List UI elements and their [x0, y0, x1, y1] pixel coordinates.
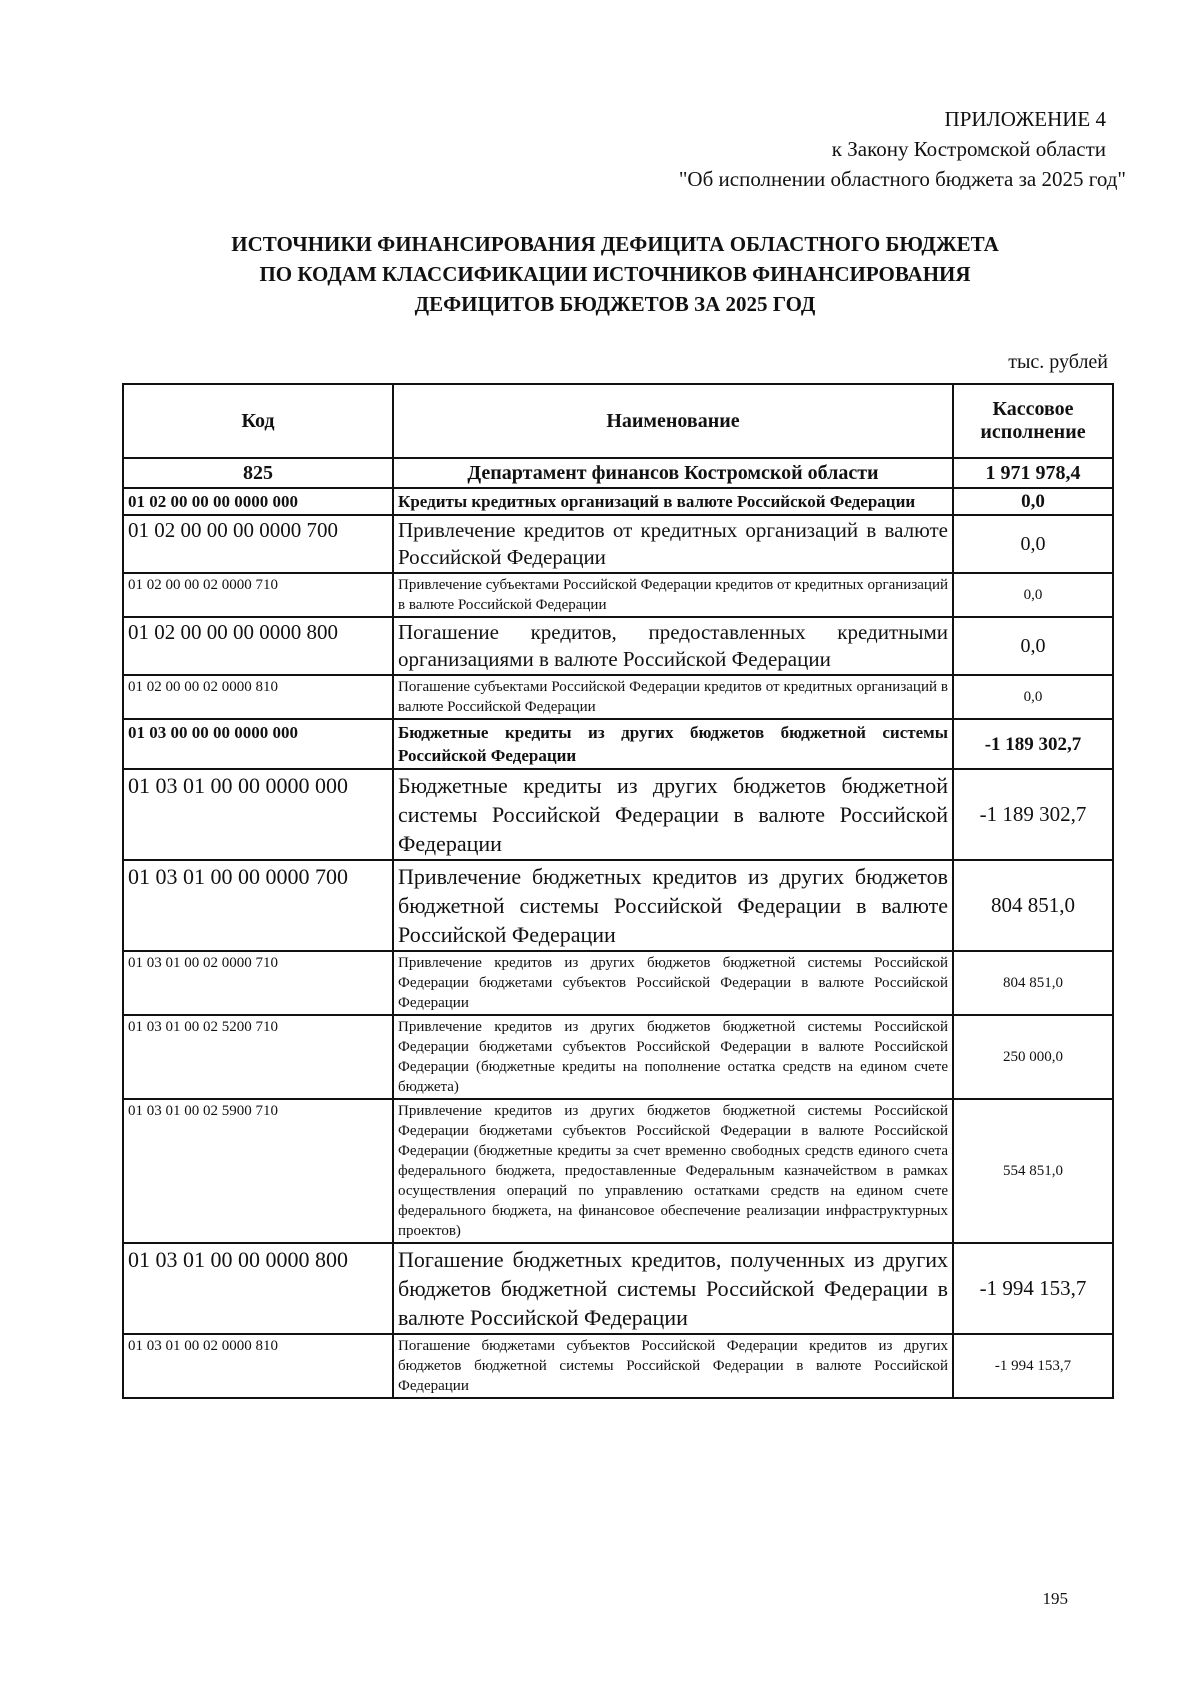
table-row [123, 515, 1113, 573]
row-code: 01 02 00 00 00 0000 000 [123, 488, 393, 515]
table-row [123, 1243, 1113, 1334]
row-amount: 0,0 [953, 675, 1113, 719]
row-amount: 0,0 [953, 573, 1113, 617]
appendix-number: ПРИЛОЖЕНИЕ 4 [944, 107, 1106, 131]
dept-code: 825 [123, 458, 393, 488]
table-header-row [123, 384, 1113, 458]
row-code: 01 03 01 00 02 5900 710 [123, 1099, 393, 1243]
row-name: Привлечение кредитов от кредитных организаций в валюте Российской Федерации [393, 515, 953, 573]
row-amount: 0,0 [953, 515, 1113, 573]
row-code: 01 03 00 00 00 0000 000 [123, 719, 393, 769]
row-name: Бюджетные кредиты из других бюджетов бюджетной системы Российской Федерации [393, 719, 953, 769]
appendix-law-title: "Об исполнении областного бюджета за 2025 год" [678, 167, 1126, 191]
table-row [123, 1334, 1113, 1398]
document-title [120, 229, 1110, 319]
row-code: 01 02 00 00 00 0000 700 [123, 515, 393, 573]
table-row [123, 1099, 1113, 1243]
row-code: 01 03 01 00 02 0000 810 [123, 1334, 393, 1398]
appendix-law: к Закону Костромской области [831, 137, 1106, 161]
row-code: 01 02 00 00 02 0000 810 [123, 675, 393, 719]
appendix-header [678, 104, 1126, 194]
row-code: 01 03 01 00 02 0000 710 [123, 951, 393, 1015]
row-amount: 0,0 [953, 617, 1113, 675]
header-name: Наименование [393, 384, 953, 458]
row-code: 01 02 00 00 02 0000 710 [123, 573, 393, 617]
row-code: 01 03 01 00 00 0000 000 [123, 769, 393, 860]
row-name: Погашение бюджетами субъектов Российской Федерации кредитов из других бюджетов бюджетной системы Российской Федерации в валюте Российской Федерации [393, 1334, 953, 1398]
table-row [123, 769, 1113, 860]
table-row [123, 573, 1113, 617]
table-row [123, 488, 1113, 515]
row-amount: 554 851,0 [953, 1099, 1113, 1243]
row-name: Привлечение субъектами Российской Федерации кредитов от кредитных организаций в валюте Российской Федерации [393, 573, 953, 617]
dept-amount: 1 971 978,4 [953, 458, 1113, 488]
title-line-3: ДЕФИЦИТОВ БЮДЖЕТОВ ЗА 2025 ГОД [414, 292, 816, 316]
row-amount: 804 851,0 [953, 860, 1113, 951]
header-amount: Кассовое исполнение [953, 384, 1113, 458]
row-code: 01 03 01 00 02 5200 710 [123, 1015, 393, 1099]
title-line-2: ПО КОДАМ КЛАССИФИКАЦИИ ИСТОЧНИКОВ ФИНАНСИРОВАНИЯ [259, 262, 971, 286]
row-amount: 804 851,0 [953, 951, 1113, 1015]
title-line-1: ИСТОЧНИКИ ФИНАНСИРОВАНИЯ ДЕФИЦИТА ОБЛАСТНОГО БЮДЖЕТА [231, 232, 999, 256]
row-amount: 250 000,0 [953, 1015, 1113, 1099]
row-name: Привлечение кредитов из других бюджетов бюджетной системы Российской Федерации бюджетами субъектов Российской Федерации в валюте Российской Федерации [393, 951, 953, 1015]
table-row-department [123, 458, 1113, 488]
units-label: тыс. рублей [1008, 351, 1108, 373]
row-code: 01 02 00 00 00 0000 800 [123, 617, 393, 675]
row-name: Привлечение кредитов из других бюджетов бюджетной системы Российской Федерации бюджетами субъектов Российской Федерации в валюте Российской Федерации (бюджетные кредиты за счет временно свободных средств единого счета федерального бюджета, предоставленные Федеральным казначейством в рамках осуществления операций по управлению остатками средств на едином счете федерального бюджета, на финансовое обеспечение реализации инфраструктурных проектов) [393, 1099, 953, 1243]
row-amount: -1 189 302,7 [953, 769, 1113, 860]
row-amount: 0,0 [953, 488, 1113, 515]
row-name: Погашение субъектами Российской Федерации кредитов от кредитных организаций в валюте Российской Федерации [393, 675, 953, 719]
row-name: Привлечение бюджетных кредитов из других бюджетов бюджетной системы Российской Федерации в валюте Российской Федерации [393, 860, 953, 951]
row-name: Погашение бюджетных кредитов, полученных из других бюджетов бюджетной системы Российской Федерации в валюте Российской Федерации [393, 1243, 953, 1334]
row-amount: -1 189 302,7 [953, 719, 1113, 769]
financing-sources-table [122, 383, 1114, 1399]
table-row [123, 1015, 1113, 1099]
table-row [123, 617, 1113, 675]
row-amount: -1 994 153,7 [953, 1243, 1113, 1334]
row-amount: -1 994 153,7 [953, 1334, 1113, 1398]
dept-name: Департамент финансов Костромской области [393, 458, 953, 488]
row-code: 01 03 01 00 00 0000 800 [123, 1243, 393, 1334]
table-row [123, 860, 1113, 951]
header-code: Код [123, 384, 393, 458]
table-row [123, 675, 1113, 719]
row-name: Кредиты кредитных организаций в валюте Российской Федерации [393, 488, 953, 515]
row-name: Бюджетные кредиты из других бюджетов бюджетной системы Российской Федерации в валюте Российской Федерации [393, 769, 953, 860]
page-number: 195 [1042, 1589, 1068, 1608]
table-row [123, 951, 1113, 1015]
row-name: Погашение кредитов, предоставленных кредитными организациями в валюте Российской Федерации [393, 617, 953, 675]
row-name: Привлечение кредитов из других бюджетов бюджетной системы Российской Федерации бюджетами субъектов Российской Федерации в валюте Российской Федерации (бюджетные кредиты на пополнение остатка средств на едином счете бюджета) [393, 1015, 953, 1099]
table-row [123, 719, 1113, 769]
row-code: 01 03 01 00 00 0000 700 [123, 860, 393, 951]
